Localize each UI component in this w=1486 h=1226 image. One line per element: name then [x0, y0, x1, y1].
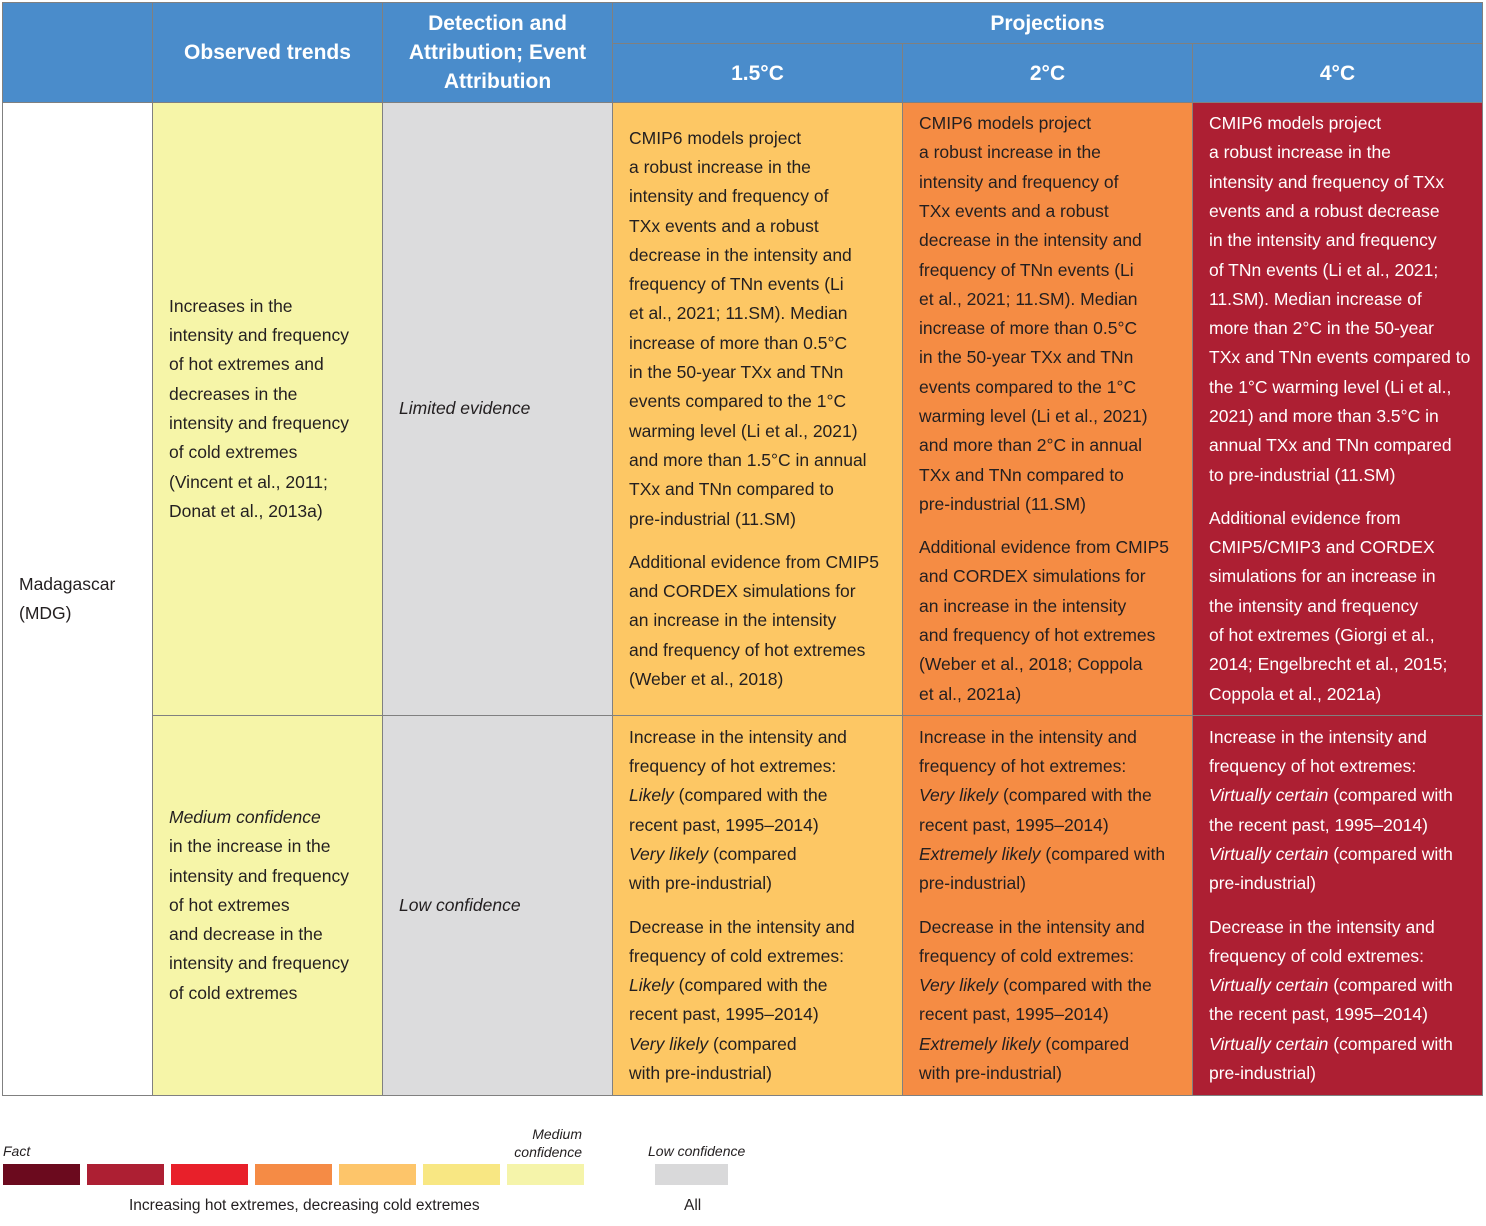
legend-swatch-4 — [255, 1164, 332, 1185]
region-name: Madagascar — [19, 573, 116, 594]
assessment-table — [2, 2, 1483, 1096]
row1-projection-1-5c: CMIP6 models project a robust increase in the intensity and frequency of TXx events and a robust decrease in the intensity and frequency of TNn events (Li et al., 2021; 11.SM). Median increase of more than 0.5°C in the 50-year TXx and TNn events compared to the 1°C warming level (Li et al., 2021) and more than 1.5°C in annual TXx and TNn compared to pre-industrial (11.SM) Additional evidence from CMIP5 and CORDEX simulations for an increase in the intensity and frequency of hot extremes (Weber et al., 2018) — [613, 103, 903, 716]
row1-observed-trends: Increases in the intensity and frequency of hot extremes and decreases in the intensity and frequency of cold extremes (Vincent et al., 2011; Donat et al., 2013a) — [153, 103, 383, 716]
legend-swatch-6 — [423, 1164, 500, 1185]
header-1-5c: 1.5°C — [613, 44, 903, 103]
legend-all-label: All — [684, 1197, 702, 1214]
legend-low-label: Low confidence — [648, 1143, 746, 1159]
region-code: (MDG) — [19, 603, 72, 623]
row1-projection-2c: CMIP6 models project a robust increase in the intensity and frequency of TXx events and a robust decrease in the intensity and frequency of TNn events (Li et al., 2021; 11.SM). Median increase of more than 0.5°C in the 50-year TXx and TNn events compared to the 1°C warming level (Li et al., 2021) and more than 2°C in annual TXx and TNn compared to pre-industrial (11.SM) Additional evidence from CMIP5 and CORDEX simulations for an increase in the intensity and frequency of hot extremes (Weber et al., 2018; Coppola et al., 2021a) — [903, 103, 1193, 716]
row1-detection: Limited evidence — [383, 103, 613, 716]
region-cell — [3, 103, 153, 1096]
legend-swatch-5 — [339, 1164, 416, 1185]
row2-observed-trends: Medium confidence in the increase in the intensity and frequency of hot extremes and decrease in the intensity and frequency of cold extremes — [153, 716, 383, 1096]
header-4c: 4°C — [1193, 44, 1483, 103]
row2-detection: Low confidence — [383, 716, 613, 1096]
header-blank — [3, 3, 153, 103]
header-2c: 2°C — [903, 44, 1193, 103]
legend-swatch-2 — [87, 1164, 164, 1185]
row2-projection-2c: Increase in the intensity and frequency of hot extremes: Very likely (compared with the recent past, 1995–2014) Extremely likely (compared with pre-industrial) Decrease in the intensity and frequency of cold extremes: Very likely (compared with the recent past, 1995–2014) Extremely likely (compared with pre-industrial) — [903, 716, 1193, 1096]
legend-swatch-3 — [171, 1164, 248, 1185]
legend-fact-label: Fact — [3, 1143, 31, 1159]
row2-projection-1-5c: Increase in the intensity and frequency of hot extremes: Likely (compared with the recent past, 1995–2014) Very likely (compared with pre-industrial) Decrease in the intensity and frequency of cold extremes: Likely (compared with the recent past, 1995–2014) Very likely (compared with pre-industrial) — [613, 716, 903, 1096]
legend-swatch-fact — [3, 1164, 80, 1185]
legend-swatch-medium — [507, 1164, 584, 1185]
header-projections: Projections — [613, 3, 1483, 44]
row2-projection-4c: Increase in the intensity and frequency of hot extremes: Virtually certain (compared with the recent past, 1995–2014) Virtually certain (compared with pre-industrial) Decrease in the intensity and frequency of cold extremes: Virtually certain (compared with the recent past, 1995–2014) Virtually certain (compared with pre-industrial) — [1193, 716, 1483, 1096]
row1-projection-4c: CMIP6 models project a robust increase in the intensity and frequency of TXx events and a robust decrease in the intensity and frequency of TNn events (Li et al., 2021; 11.SM). Median increase of more than 2°C in the 50-year TXx and TNn events compared to the 1°C warming level (Li et al., 2021) and more than 3.5°C in annual TXx and TNn compared to pre-industrial (11.SM) Additional evidence from CMIP5/CMIP3 and CORDEX simulations for an increase in the intensity and frequency of hot extremes (Giorgi et al., 2014; Engelbrecht et al., 2015; Coppola et al., 2021a) — [1193, 103, 1483, 716]
header-detection-attribution: Detection and Attribution; Event Attribution — [383, 3, 613, 103]
legend-swatch-low — [655, 1164, 728, 1185]
legend-caption: Increasing hot extremes, decreasing cold extremes — [129, 1197, 480, 1214]
header-observed-trends: Observed trends — [153, 3, 383, 103]
legend-medium-label: Medium confidence — [514, 1126, 582, 1160]
